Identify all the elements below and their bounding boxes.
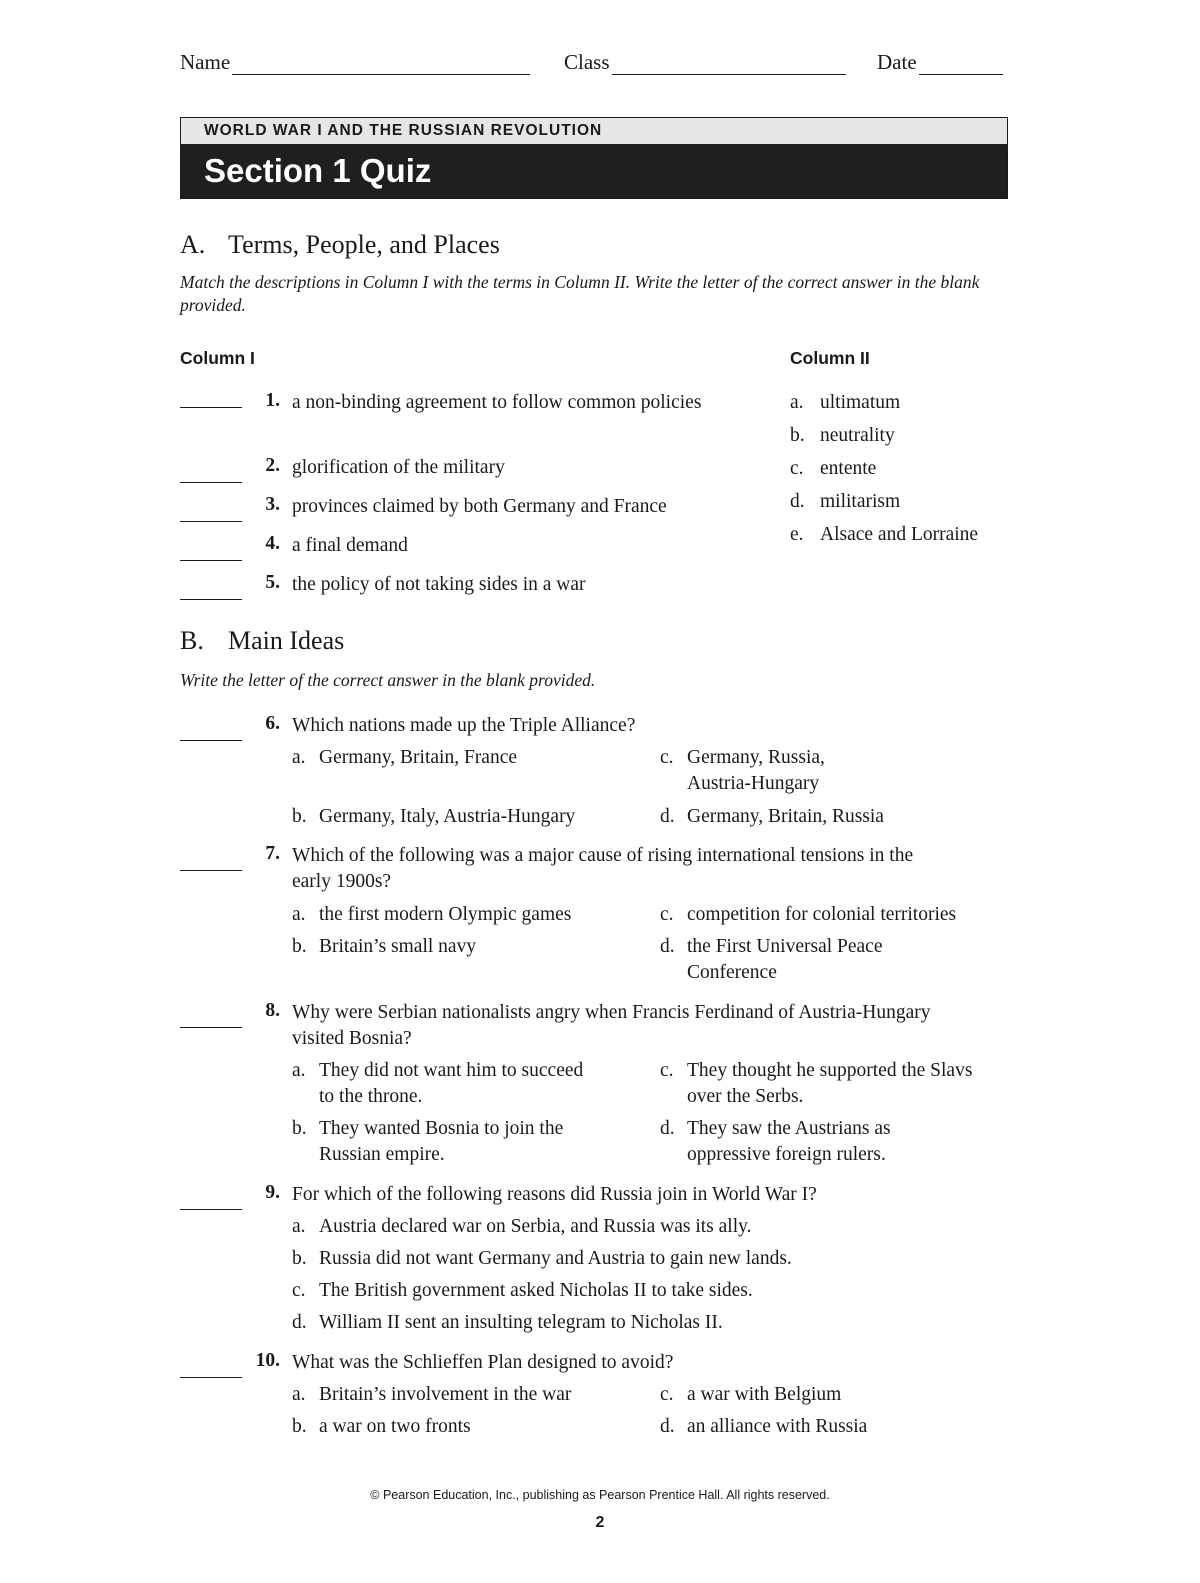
answer-blank-4[interactable]	[180, 560, 242, 561]
name-field	[180, 50, 530, 75]
class-field	[564, 50, 846, 75]
answer-blank-3[interactable]	[180, 521, 242, 522]
question-number: 7.	[265, 843, 280, 864]
answer-blank-1[interactable]	[180, 407, 242, 408]
term-c: c. entente	[790, 458, 877, 479]
item-description: provinces claimed by both Germany and France	[292, 496, 667, 517]
option-d: d. They saw the Austrians as oppressive foreign rulers.	[660, 1118, 891, 1165]
column-2-heading: Column II	[790, 348, 870, 368]
option-d: d. the First Universal Peace Conference	[660, 936, 883, 983]
question-text: For which of the following reasons did Russia join in World War I?	[292, 1184, 817, 1205]
name-label: Name	[180, 50, 231, 74]
option-b: b. Russia did not want Germany and Austria to gain new lands.	[292, 1248, 792, 1269]
chapter-subtitle: WORLD WAR I AND THE RUSSIAN REVOLUTION	[181, 118, 1007, 145]
option-c: c. The British government asked Nicholas II to take sides.	[292, 1280, 753, 1301]
option-d: d. William II sent an insulting telegram to Nicholas II.	[292, 1312, 723, 1333]
name-blank	[232, 54, 530, 75]
option-b: b. Germany, Italy, Austria-Hungary	[292, 806, 576, 827]
page-title: Section 1 Quiz	[181, 145, 1007, 198]
answer-blank-8[interactable]	[180, 1027, 242, 1028]
option-a: a. Germany, Britain, France	[292, 747, 517, 768]
item-description: a final demand	[292, 535, 408, 556]
page-number: 2	[595, 1514, 605, 1531]
item-description: glorification of the military	[292, 457, 505, 478]
date-label: Date	[877, 50, 917, 74]
question-text: Which of the following was a major cause of rising international tensions in the early 1900s?	[292, 845, 914, 892]
option-c: c. They thought he supported the Slavs over the Serbs.	[660, 1060, 973, 1107]
section-a-instructions: Match the descriptions in Column I with the terms in Column II. Write the letter of the correct answer in the blank provided.	[180, 272, 980, 315]
term-a: a. ultimatum	[790, 392, 901, 413]
item-number: 1.	[265, 390, 280, 411]
question-text: Which nations made up the Triple Alliance?	[292, 715, 636, 736]
item-number: 2.	[265, 455, 280, 476]
term-e: e. Alsace and Lorraine	[790, 524, 979, 545]
item-description: the policy of not taking sides in a war	[292, 574, 586, 595]
answer-blank-5[interactable]	[180, 599, 242, 600]
term-b: b. neutrality	[790, 425, 895, 446]
class-label: Class	[564, 50, 610, 74]
answer-blank-2[interactable]	[180, 482, 242, 483]
item-number: 4.	[265, 533, 280, 554]
option-c: c. Germany, Russia, Austria-Hungary	[660, 747, 825, 794]
section-b-heading: B. Main Ideas	[180, 626, 345, 655]
option-b: b. They wanted Bosnia to join the Russian empire.	[292, 1118, 564, 1165]
question-number: 6.	[265, 713, 280, 734]
section-a-heading: A. Terms, People, and Places	[180, 230, 500, 259]
answer-blank-9[interactable]	[180, 1209, 242, 1210]
question-number: 9.	[265, 1182, 280, 1203]
class-blank	[612, 54, 846, 75]
copyright-notice: © Pearson Education, Inc., publishing as Pearson Prentice Hall. All rights reserved.	[370, 1488, 830, 1502]
item-description: a non-binding agreement to follow common policies	[292, 392, 702, 413]
title-banner	[180, 117, 1008, 199]
item-number: 5.	[265, 572, 280, 593]
option-c: c. a war with Belgium	[660, 1384, 842, 1405]
column-1-heading: Column I	[180, 348, 255, 368]
question-text: What was the Schlieffen Plan designed to avoid?	[292, 1352, 674, 1373]
answer-blank-7[interactable]	[180, 870, 242, 871]
option-a: a. They did not want him to succeed to the throne.	[292, 1060, 584, 1107]
option-b: b. a war on two fronts	[292, 1416, 471, 1437]
option-d: d. Germany, Britain, Russia	[660, 806, 884, 827]
option-c: c. competition for colonial territories	[660, 904, 957, 925]
answer-blank-6[interactable]	[180, 740, 242, 741]
question-number: 10.	[255, 1350, 280, 1371]
item-number: 3.	[265, 494, 280, 515]
option-a: a. Britain’s involvement in the war	[292, 1384, 572, 1405]
question-text: Why were Serbian nationalists angry when Francis Ferdinand of Austria-Hungary visited Bosnia?	[292, 1002, 931, 1049]
option-a: a. Austria declared war on Serbia, and Russia was its ally.	[292, 1216, 752, 1237]
option-d: d. an alliance with Russia	[660, 1416, 868, 1437]
answer-blank-10[interactable]	[180, 1377, 242, 1378]
date-blank	[919, 54, 1003, 75]
term-d: d. militarism	[790, 491, 901, 512]
question-number: 8.	[265, 1000, 280, 1021]
option-a: a. the first modern Olympic games	[292, 904, 572, 925]
date-field	[877, 50, 1003, 75]
section-b-instructions: Write the letter of the correct answer in the blank provided.	[180, 670, 596, 690]
option-b: b. Britain’s small navy	[292, 936, 477, 957]
